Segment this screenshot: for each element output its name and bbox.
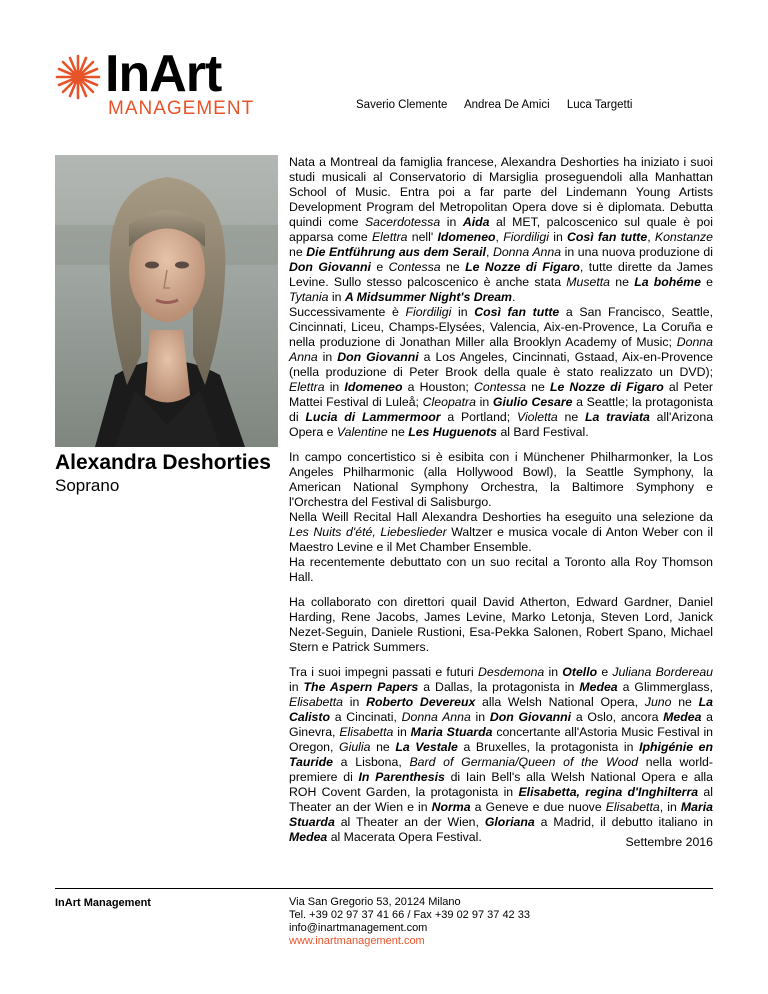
staff-name: Andrea De Amici xyxy=(463,99,550,111)
inart-logo xyxy=(55,45,265,120)
artist-name: Alexandra Deshorties xyxy=(55,451,271,474)
artist-role: Soprano xyxy=(55,476,120,495)
staff-name: Luca Targetti xyxy=(566,99,633,111)
bio-paragraph: Tra i suoi impegni passati e futuri Desdemona in Otello e Juliana Bordereau in The Aspern Papers a Dallas, la protagonista in Medea a Glimmerglass, Elisabetta in Roberto Devereux alla Welsh National Opera, Juno ne La Calisto a Cincinati, Donna Anna in Don Giovanni a Oslo, ancora Medea a Ginevra, Elisabetta in Maria Stuarda concertante all'Astoria Music Festival in Oregon, Giulia ne La Vestale a Bruxelles, la protagonista in Iphigénie en Tauride a Lisbona, Bard of Germania/Queen of the Wood nella world-premiere di In Parenthesis di Iain Bell's alla Welsh National Opera e alla ROH Covent Garden, la protagonista in Elisabetta, regina d'Inghilterra al Theater an der Wien e in Norma a Geneve e due nuove Elisabetta, in Maria Stuarda al Theater an der Wien, Gloriana a Madrid, il debutto italiano in Medea al Macerata Opera Festival. xyxy=(289,665,714,844)
footer-email[interactable]: info@inartmanagement.com xyxy=(289,922,428,934)
bio-paragraph: In campo concertistico si è esibita con i Münchener Philharmonker, la Los Angeles Philharmonic (alla Hollywood Bowl), la Seattle Symphony, la American National Symphony Orchestra, la Baltimore Symphony e l'Orchestra del Festival di Salisburgo. Nella Weill Recital Hall Alexandra Deshorties ha eseguito una selezione da Les Nuits d'été, Liebeslieder Waltzer e musica vocale di Anton Weber con il Maestro Levine e il Met Chamber Ensemble. Ha recentemente debuttato con un suo recital a Toronto alla Roy Thomson Hall. xyxy=(289,450,713,584)
footer-website[interactable]: www.inartmanagement.com xyxy=(289,935,425,947)
logo-wordmark: InArt xyxy=(105,45,222,103)
footer-divider xyxy=(55,888,713,889)
footer-contact xyxy=(289,896,530,948)
logo-subtitle: MANAGEMENT xyxy=(108,98,255,119)
staff-names xyxy=(356,99,646,111)
staff-name: Saverio Clemente xyxy=(356,99,448,111)
bio-paragraph: Nata a Montreal da famiglia francese, Alexandra Deshorties ha iniziato i suoi studi musicali al Conservatorio di Marsiglia proseguendoli alla Manhattan School of Music. Entra poi a far parte del Lindemann Young Artists Development Program del Metropolitan Opera dove si è diplomata. Debutta quindi come Sacerdotessa in Aida al MET, palcoscenico sul quale è poi apparsa come Elettra nell' Idomeneo, Fiordiligi in Così fan tutte, Konstanze ne Die Entführung aus dem Serail, Donna Anna in una nuova produzione di Don Giovanni e Contessa ne Le Nozze di Figaro, tutte dirette da James Levine. Sullo stesso palcoscenico è anche stata Musetta ne La bohéme e Tytania in A Midsummer Night's Dream. Successivamente è Fiordiligi in Così fan tutte a San Francisco, Seattle, Cincinnati, Liceu, Champs-Elysées, Valencia, Aix-en-Provence, La Coruña e nella produzione di Jonathan Miller alla Brooklyn Academy of Music; Donna Anna in Don Giovanni a Los Angeles, Cincinnati, Gstaad, Aix-en-Provence (nella produzione di Peter Brook della quale è stato realizzato un DVD); Elettra in Idomeneo a Houston; Contessa ne Le Nozze di Figaro al Peter Mattei Festival di Luleå; Cleopatra in Giulio Cesare a Seattle; la protagonista di Lucia di Lammermoor a Portland; Violetta ne La traviata all'Arizona Opera e Valentine ne Les Huguenots al Bard Festival. xyxy=(289,155,714,439)
biography xyxy=(289,155,713,855)
bio-paragraph: Ha collaborato con direttori quail David Atherton, Edward Gardner, Daniel Harding, Rene Jacobs, James Levine, Marko Letonja, Steven Lord, Janick Nezet-Seguin, Daniele Rustioni, Esa-Pekka Salonen, Robert Spano, Michael Stern e Patrick Summers. xyxy=(289,595,713,654)
star-icon xyxy=(55,54,101,100)
footer-phone: Tel. +39 02 97 37 41 66 / Fax +39 02 97 37 42 33 xyxy=(289,909,530,921)
portrait-image xyxy=(55,155,278,447)
footer-company: InArt Management xyxy=(55,897,151,909)
footer-address: Via San Gregorio 53, 20124 Milano xyxy=(289,896,461,908)
document-date: Settembre 2016 xyxy=(625,835,713,849)
artist-photo xyxy=(55,155,278,447)
